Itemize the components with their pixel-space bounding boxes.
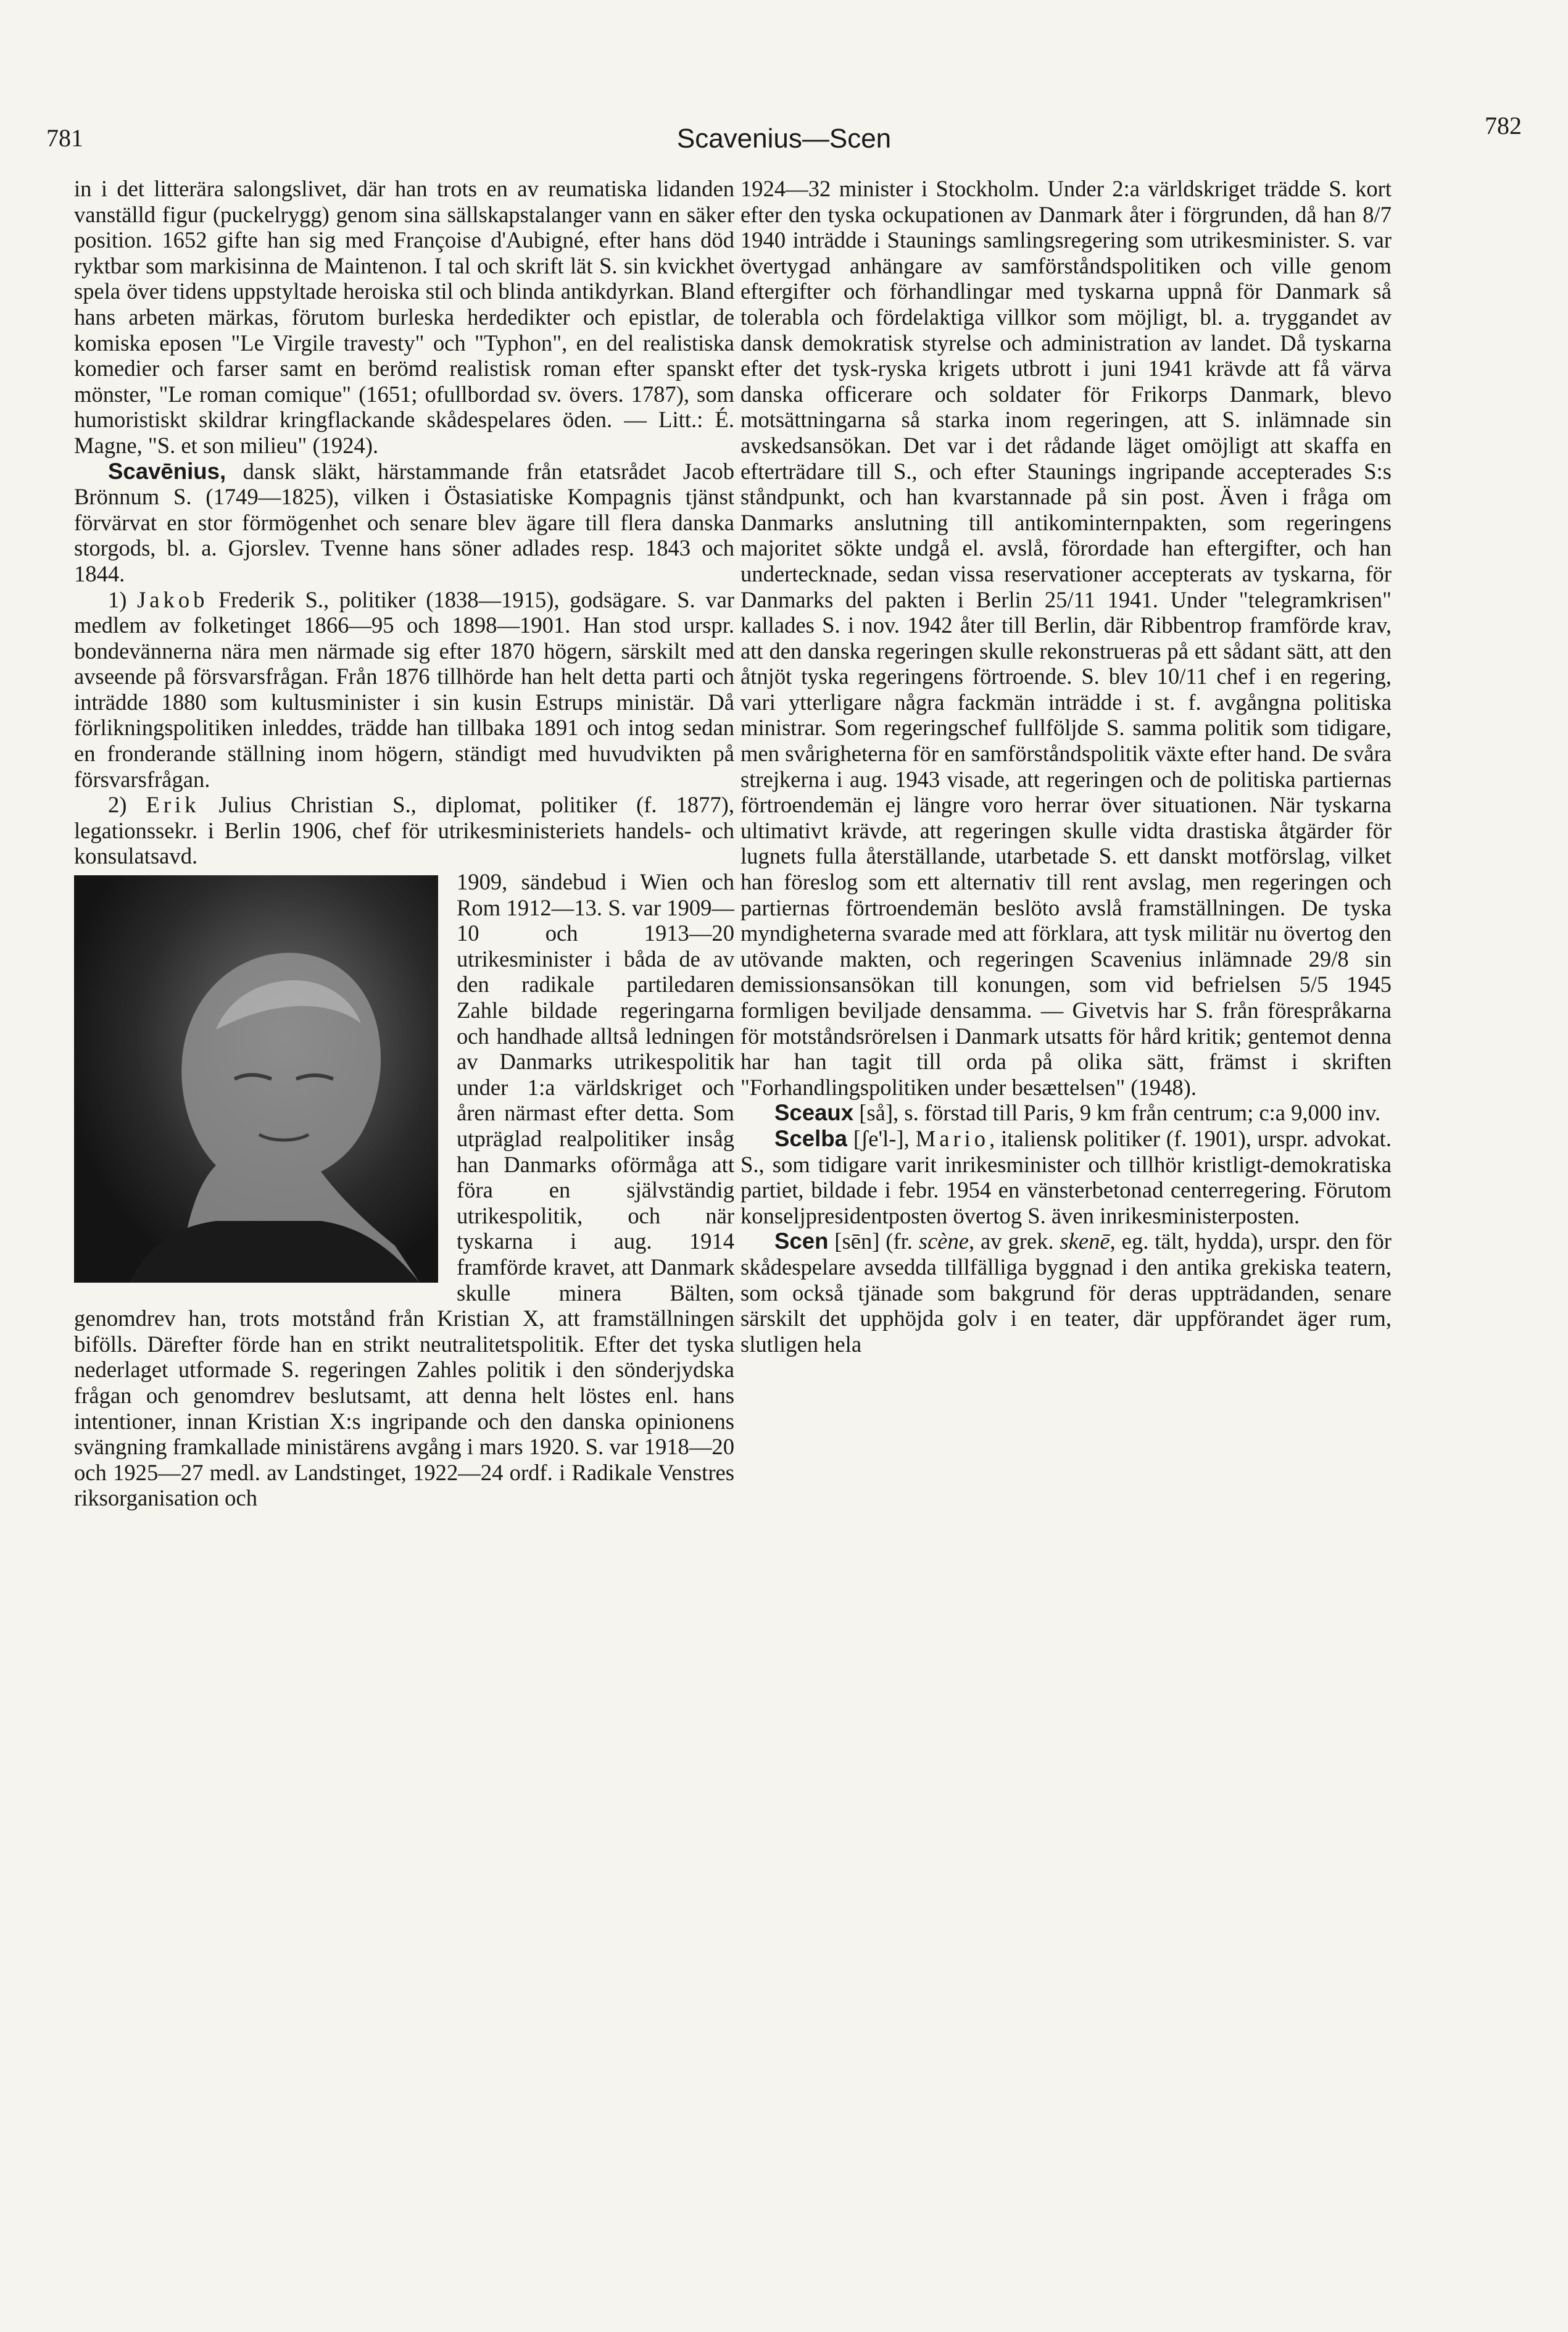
headword-scelba: Scelba [774, 1125, 847, 1151]
headword-sceaux: Sceaux [774, 1100, 854, 1126]
running-title: Scavenius—Scen [676, 123, 892, 154]
left-column [74, 176, 734, 1511]
page-number-right: 782 [1485, 112, 1522, 140]
sceaux-entry: Sceaux [så], s. förstad till Paris, 9 km från centrum; c:a 9,000 inv. [774, 1100, 1381, 1126]
page-number-left: 781 [46, 124, 83, 152]
headword-scen: Scen [774, 1228, 829, 1254]
scavenius-family-entry: Scavēnius, dansk släkt, härstammande från etatsrådet Jacob Brönnum S. (1749—1825), vilken i Östasiatiske Kompagnis tjänst förvärvat en stor förmögenhet och senare blev ägare till flera danska storgods, bl. a. Gjorslev. Tvenne hans söner adlades resp. 1843 och 1844. [74, 458, 734, 586]
erik-julius-entry-continued: 1924—32 minister i Stockholm. Under 2:a världskriget trädde S. kort efter den tyska ockupationen av Danmark åter i förgrunden, då han 8/7 1940 inträdde i Staunings samlingsregering som utrikesminister. S. var övertygad anhängare av samförståndspolitiken och ville genom eftergifter och förhandlingar med tyskarna uppnå för Danmark så tolerabla och fördelaktiga villkor som möjligt, bl. a. tryggandet av dansk demokratisk styrelse och administration av landet. Då tyskarna efter det tysk-ryska krigets utbrott i juni 1941 krävde att få värva danska officerare och soldater för Frikorps Danmark, blevo motsättningarna så starka inom regeringen, att S. inlämnade sin avskedsansökan. Det var i det rådande läget omöjligt att skaffa en efterträdare till S., och efter Staunings ingripande accepterades S:s ståndpunkt, och han kvarstannade på sin post. Även i fråga om Danmarks anslutning till antikominternpakten, som regeringens majoritet sökte undgå el. avslå, förordade han eftergifter, och han undertecknade, sedan vissa reservationer accepterats av tyskarna, för Danmarks del pakten i Berlin 25/11 1941. Under "telegramkrisen" kallades S. i nov. 1942 åter till Berlin, där Ribbentrop framförde krav, att den danska regeringen skulle rekonstrueras på ett sådant sätt, att den åtnjöt tyska regeringens förtroende. S. blev 10/11 chef i en regering, vari ytterligare några fackmän inträdde i st. f. avgångna politiska ministrar. Som regeringschef fullföljde S. samma politik som tidigare, men svårigheterna för en samförståndspolitik växte efter hand. De svåra strejkerna i aug. 1943 visade, att regeringen och de politiska partiernas förtroendemän ej längre voro herrar över situationen. När tyskarna ultimativt krävde, att regeringen skulle vidta drastiska åtgärder för lugnets fulla återställande, utarbetade S. ett danskt motförslag, vilket han föreslog som ett alternativ till rent avslag, men regeringen och partiernas förtroendemän beslöto avslå framställningen. De tyska myndigheterna svarade med att förklara, att tysk militär nu övertog den utövande makten, och regeringen Scavenius inlämnade 29/8 sin demissionsansökan till konungen, som vid befrielsen 5/5 1945 formligen beviljade densamma. — Givetvis har S. från förespråkarna för motståndsrörelsen i Danmark utsatts för hård kritik; gentemot denna har han tagit till orda på olika sätt, främst i skriften "Forhandlingspolitiken under besættelsen" (1948). [740, 176, 1392, 1100]
scelba-entry: Scelba [ʃe'l-], Mario, italiensk politiker (f. 1901), urspr. advokat. S., som tidigare varit inrikesminister och tillhör kristligt-demokratiska partiet, bildade i febr. 1954 en vänsterbetonad centerregering. Förutom konseljpresidentposten övertog S. även inrikesministerposten. [740, 1125, 1392, 1228]
jakob-frederik-entry: 1) Jakob Frederik S., politiker (1838—1915), godsägare. S. var medlem av folketinget 1866—95 och 1898—1901. Han stod urspr. bondevännerna nära men närmade sig efter 1870 högern, särskilt med avseende på försvarsfrågan. Från 1876 tillhörde han helt detta parti och inträdde 1880 som kultusminister i sin kusin Estrups ministär. Då förlikningspolitiken inleddes, trädde han tillbaka 1891 och intog sedan en fronderande ställning inom högern, ständigt med huvudvikten på försvarsfrågan. [74, 586, 734, 792]
portrait-photo-erik-scavenius [74, 875, 438, 1289]
name-jakob: Jakob [137, 586, 209, 612]
page-header [46, 111, 1522, 160]
headword-scavenius: Scavēnius, [108, 458, 226, 484]
erik-julius-entry-intro: 2) Erik Julius Christian S., diplomat, politiker (f. 1877), legationssekr. i Berlin 1906, chef för utrikesministeriets handels- och konsulatsavd. [74, 792, 734, 869]
scarron-entry-continued: in i det litterära salongslivet, där han trots en av reumatiska lidanden vanställd figur (puckelrygg) genom sina sällskapstalanger vann en säker position. 1652 gifte han sig med Françoise d'Aubigné, efter hans död ryktbar som markisinna de Maintenon. I tal och skrift lät S. sin kvickhet spela över tidens uppstyltade heroiska stil och blinda antikdyrkan. Bland hans arbeten märkas, förutom burleska herdedikter och epistlar, de komiska eposen "Le Virgile travesty" och "Typhon", en del realistiska komedier och farser samt en berömd realistisk roman efter spanskt mönster, "Le roman comique" (1651; ofullbordad sv. övers. 1787), som humoristiskt skildrar kringflackande skådespelares öden. — Litt.: É. Magne, "S. et son milieu" (1924). [74, 176, 734, 458]
name-mario: Mario [915, 1125, 990, 1151]
erik-julius-entry: 1909, sändebud i Wien och Rom 1912—13. S. var 1909—10 och 1913—20 utrikesminister i båda de av den radikale partiledaren Zahle bildade regeringarna och handhade alltså ledningen av Danmarks utrikespolitik under 1:a världskriget och åren närmast efter detta. Som utpräglad realpolitiker insåg han Danmarks oförmåga att föra en självständig utrikespolitik, och när tyskarna i aug. 1914 framförde kravet, att Danmark skulle minera Bälten, genomdrev han, trots motstånd från Kristian X, att framställningen bifölls. Därefter förde han en strikt neutralitetspolitik. Efter det tyska nederlaget utformade S. regeringen Zahles politik i den sönderjydska frågan och genomdrev beslutsamt, att denna helt löstes enl. hans intentioner, innan Kristian X:s ingripande och den danska opinionens svängning framkallade ministärens avgång i mars 1920. S. var 1918—20 och 1925—27 medl. av Landstinget, 1922—24 ordf. i Radikale Venstres riksorganisation och [74, 869, 734, 1511]
portrait-image [74, 875, 438, 1283]
scen-entry: Scen [sēn] (fr. scène, av grek. skenē, eg. tält, hydda), urspr. den för skådespelare avsedda tillfälliga byggnad i den antika grekiska teatern, som också tjänade som bakgrund för deras uppträdanden, senare särskilt det upphöjda golv i en teater, där uppförandet äger rum, slutligen hela [740, 1228, 1392, 1357]
portrait-silhouette [74, 875, 438, 1283]
right-column [740, 176, 1392, 1357]
name-erik: Erik [146, 792, 200, 818]
